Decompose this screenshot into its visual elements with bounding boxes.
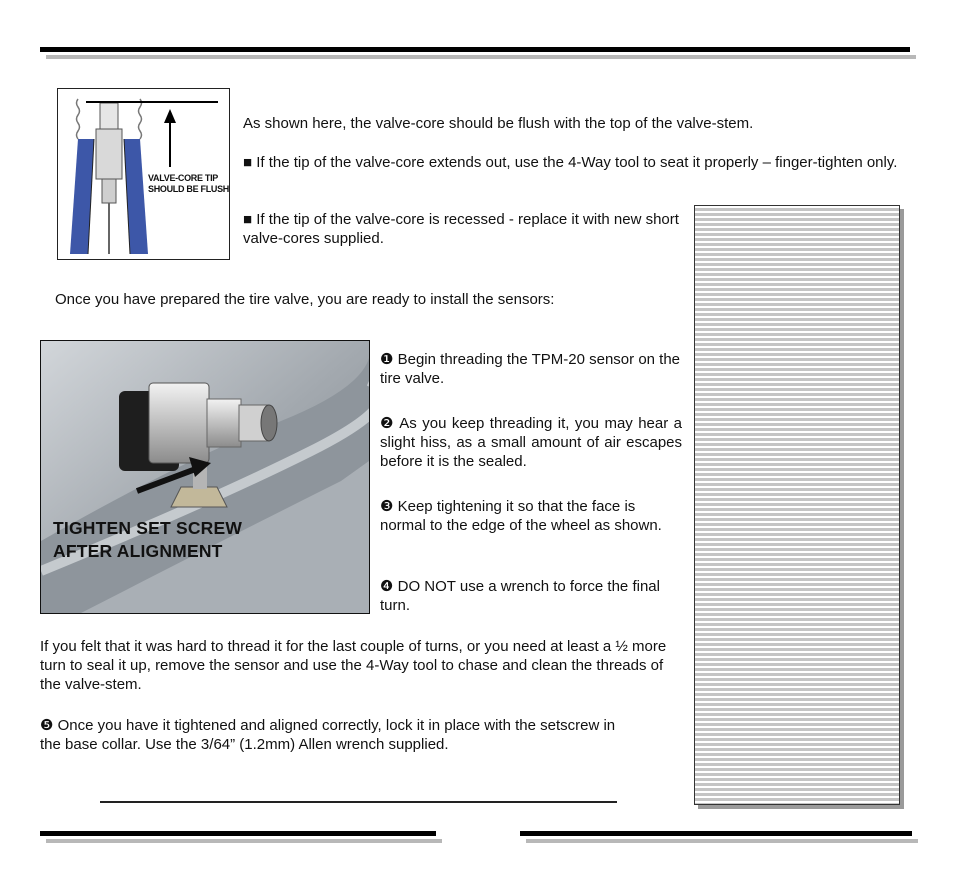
- step-4: ❹ DO NOT use a wrench to force the final turn.: [380, 578, 660, 614]
- step-5-marker: ❺: [40, 717, 54, 734]
- step-3: ❸ Keep tightening it so that the face is normal to the edge of the wheel as shown.: [380, 498, 662, 534]
- step-3-marker: ❸: [380, 498, 394, 515]
- step-1-marker: ❶: [380, 351, 394, 368]
- footer-rule-left-shadow: [46, 839, 442, 843]
- set-screw-label: TIGHTEN SET SCREW AFTER ALIGNMENT: [53, 518, 243, 561]
- step-4-marker: ❹: [380, 578, 394, 595]
- striped-sidebar-box: [694, 205, 900, 805]
- step-1: ❶ Begin threading the TPM-20 sensor on the tire valve.: [380, 351, 681, 387]
- footer-rule-left: [40, 831, 436, 836]
- hard-thread-paragraph: If you felt that it was hard to thread it for the last couple of turns, or you need at least a ½ more turn to seal it up, remove the sensor and use the 4-Way tool to chase and clean the threads of the valve-stem.: [40, 638, 667, 693]
- bullet-recessed: ■ If the tip of the valve-core is recessed - replace it with new short valve-cores supplied.: [243, 211, 679, 247]
- separator-line: [100, 801, 617, 803]
- bullet-extends: ■ If the tip of the valve-core extends out, use the 4-Way tool to seat it properly – finger-tighten only.: [243, 154, 898, 171]
- footer-rule-right: [520, 831, 912, 836]
- footer-rule-right-shadow: [526, 839, 918, 843]
- flush-instruction: As shown here, the valve-core should be flush with the top of the valve-stem.: [243, 115, 754, 132]
- header-rule: [40, 47, 910, 52]
- sensor-photo: [40, 340, 370, 614]
- header-rule-shadow: [46, 55, 916, 59]
- ready-text: Once you have prepared the tire valve, you are ready to install the sensors:: [55, 291, 555, 308]
- step-2-marker: ❷: [380, 415, 395, 432]
- step-2: ❷ As you keep threading it, you may hear a slight hiss, as a small amount of air escapes before it is the sealed.: [380, 415, 682, 470]
- valve-core-figure: [57, 88, 230, 260]
- step-5: ❺ Once you have it tightened and aligned correctly, lock it in place with the setscrew in the base collar. Use the 3/64” (1.2mm) Allen wrench supplied.: [40, 717, 616, 753]
- sensor-photo-drawing: [41, 341, 369, 613]
- valve-core-label: VALVE-CORE TIP SHOULD BE FLUSH: [148, 173, 230, 194]
